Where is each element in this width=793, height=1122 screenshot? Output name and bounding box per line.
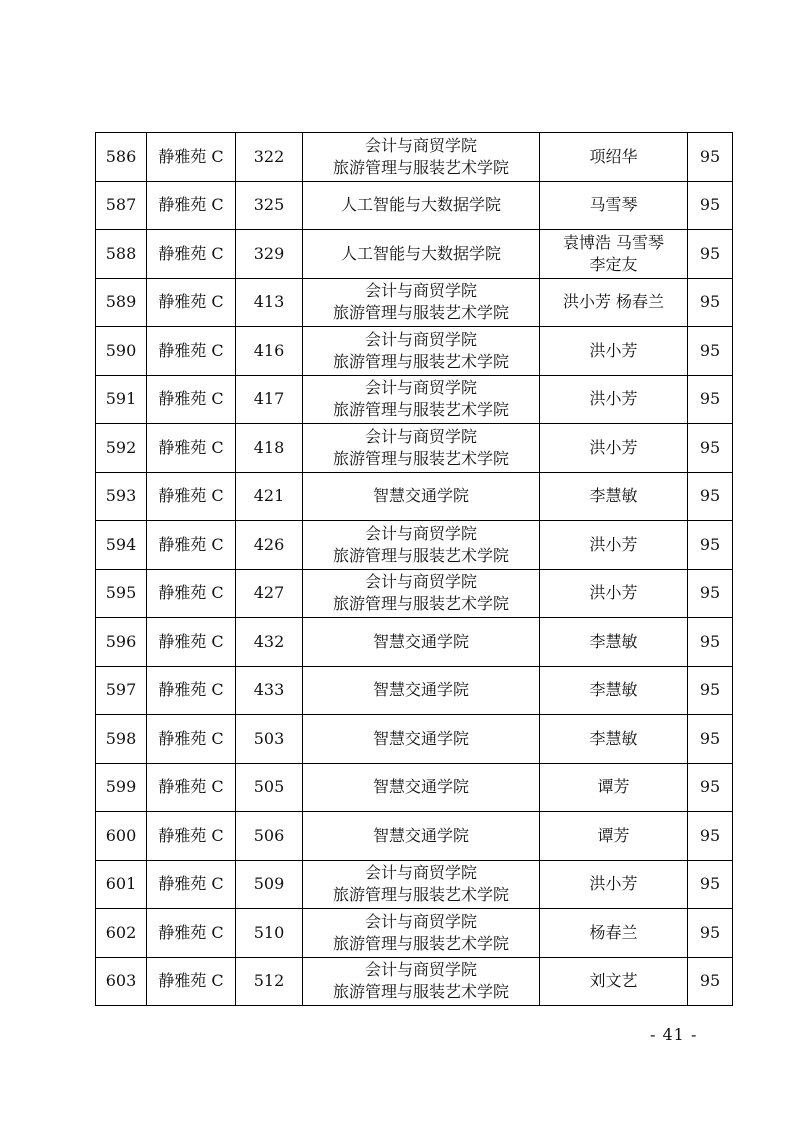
dorm-score-table (95, 132, 733, 1006)
teacher-line: 洪小芳 (589, 389, 638, 409)
teacher-line: 项绍华 (589, 146, 638, 166)
table-row (96, 909, 733, 958)
score-cell: 95 (688, 618, 733, 667)
room-cell: 329 (236, 230, 303, 279)
teacher-line: 李慧敏 (589, 486, 638, 506)
room-cell: 417 (236, 375, 303, 424)
table-row (96, 763, 733, 812)
score-cell: 95 (688, 569, 733, 618)
college-cell (303, 618, 540, 667)
building-cell: 静雅苑 C (147, 327, 236, 376)
building-cell: 静雅苑 C (147, 763, 236, 812)
table-row (96, 957, 733, 1006)
teacher-line: 洪小芳 (589, 583, 638, 603)
table-row (96, 812, 733, 861)
row-number-cell: 593 (96, 472, 147, 521)
building-cell: 静雅苑 C (147, 666, 236, 715)
score-cell: 95 (688, 278, 733, 327)
teacher-line: 洪小芳 (589, 437, 638, 457)
room-cell: 506 (236, 812, 303, 861)
college-line: 旅游管理与服装艺术学院 (332, 448, 509, 468)
table-row (96, 278, 733, 327)
teacher-cell (540, 957, 688, 1006)
building-cell: 静雅苑 C (147, 909, 236, 958)
row-number-cell: 587 (96, 181, 147, 230)
row-number-cell: 602 (96, 909, 147, 958)
college-cell (303, 812, 540, 861)
college-cell (303, 472, 540, 521)
teacher-line: 谭芳 (597, 777, 630, 797)
teacher-line: 刘文艺 (589, 971, 638, 991)
college-cell (303, 909, 540, 958)
teacher-cell (540, 860, 688, 909)
teacher-cell (540, 521, 688, 570)
college-line: 旅游管理与服装艺术学院 (332, 303, 509, 323)
college-line: 人工智能与大数据学院 (340, 243, 501, 263)
college-line: 旅游管理与服装艺术学院 (332, 594, 509, 614)
room-cell: 413 (236, 278, 303, 327)
room-cell: 421 (236, 472, 303, 521)
teacher-line: 洪小芳 (589, 874, 638, 894)
teacher-cell (540, 715, 688, 764)
room-cell: 433 (236, 666, 303, 715)
room-cell: 426 (236, 521, 303, 570)
college-cell (303, 327, 540, 376)
building-cell: 静雅苑 C (147, 230, 236, 279)
teacher-cell (540, 812, 688, 861)
building-cell: 静雅苑 C (147, 715, 236, 764)
page-number: - 41 - (650, 1025, 698, 1044)
score-cell: 95 (688, 133, 733, 182)
teacher-line: 李慧敏 (589, 728, 638, 748)
college-line: 会计与商贸学院 (364, 426, 477, 446)
college-line: 智慧交通学院 (372, 631, 469, 651)
teacher-cell (540, 666, 688, 715)
score-cell: 95 (688, 375, 733, 424)
college-cell (303, 763, 540, 812)
table-row (96, 327, 733, 376)
teacher-cell (540, 763, 688, 812)
score-cell: 95 (688, 860, 733, 909)
room-cell: 503 (236, 715, 303, 764)
college-cell (303, 521, 540, 570)
table-row (96, 375, 733, 424)
building-cell: 静雅苑 C (147, 812, 236, 861)
teacher-cell (540, 618, 688, 667)
college-cell (303, 181, 540, 230)
table-row (96, 860, 733, 909)
college-cell (303, 278, 540, 327)
room-cell: 512 (236, 957, 303, 1006)
room-cell: 427 (236, 569, 303, 618)
teacher-line: 马雪琴 (589, 195, 638, 215)
college-line: 会计与商贸学院 (364, 135, 477, 155)
teacher-cell (540, 230, 688, 279)
teacher-line: 洪小芳 (589, 340, 638, 360)
building-cell: 静雅苑 C (147, 957, 236, 1006)
college-line: 智慧交通学院 (372, 825, 469, 845)
row-number-cell: 595 (96, 569, 147, 618)
score-cell: 95 (688, 957, 733, 1006)
building-cell: 静雅苑 C (147, 181, 236, 230)
score-cell: 95 (688, 715, 733, 764)
score-cell: 95 (688, 327, 733, 376)
table-body (96, 133, 733, 1006)
score-cell: 95 (688, 230, 733, 279)
college-cell (303, 230, 540, 279)
college-line: 智慧交通学院 (372, 486, 469, 506)
table-row (96, 472, 733, 521)
table-row (96, 424, 733, 473)
teacher-cell (540, 424, 688, 473)
row-number-cell: 601 (96, 860, 147, 909)
building-cell: 静雅苑 C (147, 472, 236, 521)
teacher-cell (540, 375, 688, 424)
building-cell: 静雅苑 C (147, 424, 236, 473)
teacher-cell (540, 909, 688, 958)
table-row (96, 181, 733, 230)
college-line: 会计与商贸学院 (364, 863, 477, 883)
table-row (96, 715, 733, 764)
row-number-cell: 600 (96, 812, 147, 861)
row-number-cell: 588 (96, 230, 147, 279)
table-row (96, 133, 733, 182)
row-number-cell: 590 (96, 327, 147, 376)
building-cell: 静雅苑 C (147, 278, 236, 327)
teacher-cell (540, 472, 688, 521)
row-number-cell: 591 (96, 375, 147, 424)
building-cell: 静雅苑 C (147, 618, 236, 667)
teacher-line: 李定友 (589, 254, 638, 274)
college-cell (303, 666, 540, 715)
score-cell: 95 (688, 472, 733, 521)
table-row (96, 230, 733, 279)
room-cell: 322 (236, 133, 303, 182)
college-line: 人工智能与大数据学院 (340, 195, 501, 215)
college-line: 会计与商贸学院 (364, 960, 477, 980)
college-line: 智慧交通学院 (372, 728, 469, 748)
table-row (96, 618, 733, 667)
college-line: 旅游管理与服装艺术学院 (332, 545, 509, 565)
building-cell: 静雅苑 C (147, 569, 236, 618)
teacher-cell (540, 327, 688, 376)
room-cell: 510 (236, 909, 303, 958)
row-number-cell: 589 (96, 278, 147, 327)
teacher-cell (540, 278, 688, 327)
building-cell: 静雅苑 C (147, 860, 236, 909)
college-line: 旅游管理与服装艺术学院 (332, 157, 509, 177)
teacher-line: 洪小芳 杨春兰 (562, 292, 665, 312)
college-cell (303, 375, 540, 424)
college-line: 会计与商贸学院 (364, 572, 477, 592)
score-cell: 95 (688, 666, 733, 715)
college-line: 旅游管理与服装艺术学院 (332, 885, 509, 905)
college-line: 会计与商贸学院 (364, 378, 477, 398)
table-row (96, 666, 733, 715)
row-number-cell: 596 (96, 618, 147, 667)
college-cell (303, 957, 540, 1006)
teacher-line: 李慧敏 (589, 680, 638, 700)
college-cell (303, 569, 540, 618)
row-number-cell: 603 (96, 957, 147, 1006)
table-row (96, 521, 733, 570)
room-cell: 325 (236, 181, 303, 230)
score-cell: 95 (688, 424, 733, 473)
college-line: 旅游管理与服装艺术学院 (332, 933, 509, 953)
room-cell: 505 (236, 763, 303, 812)
row-number-cell: 594 (96, 521, 147, 570)
row-number-cell: 599 (96, 763, 147, 812)
teacher-line: 谭芳 (597, 825, 630, 845)
score-cell: 95 (688, 763, 733, 812)
college-cell (303, 860, 540, 909)
row-number-cell: 586 (96, 133, 147, 182)
college-cell (303, 715, 540, 764)
score-cell: 95 (688, 521, 733, 570)
table-row (96, 569, 733, 618)
score-cell: 95 (688, 909, 733, 958)
college-line: 会计与商贸学院 (364, 523, 477, 543)
teacher-line: 洪小芳 (589, 534, 638, 554)
college-line: 智慧交通学院 (372, 680, 469, 700)
teacher-line: 李慧敏 (589, 631, 638, 651)
college-line: 会计与商贸学院 (364, 281, 477, 301)
row-number-cell: 598 (96, 715, 147, 764)
college-line: 会计与商贸学院 (364, 329, 477, 349)
building-cell: 静雅苑 C (147, 521, 236, 570)
teacher-line: 杨春兰 (589, 922, 638, 942)
college-line: 旅游管理与服装艺术学院 (332, 982, 509, 1002)
room-cell: 416 (236, 327, 303, 376)
college-cell (303, 424, 540, 473)
room-cell: 418 (236, 424, 303, 473)
row-number-cell: 597 (96, 666, 147, 715)
teacher-cell (540, 569, 688, 618)
teacher-cell (540, 133, 688, 182)
teacher-cell (540, 181, 688, 230)
college-line: 会计与商贸学院 (364, 911, 477, 931)
teacher-line: 袁博浩 马雪琴 (562, 232, 665, 252)
college-cell (303, 133, 540, 182)
building-cell: 静雅苑 C (147, 375, 236, 424)
score-cell: 95 (688, 812, 733, 861)
room-cell: 509 (236, 860, 303, 909)
row-number-cell: 592 (96, 424, 147, 473)
building-cell: 静雅苑 C (147, 133, 236, 182)
room-cell: 432 (236, 618, 303, 667)
score-cell: 95 (688, 181, 733, 230)
college-line: 旅游管理与服装艺术学院 (332, 400, 509, 420)
college-line: 智慧交通学院 (372, 777, 469, 797)
college-line: 旅游管理与服装艺术学院 (332, 351, 509, 371)
